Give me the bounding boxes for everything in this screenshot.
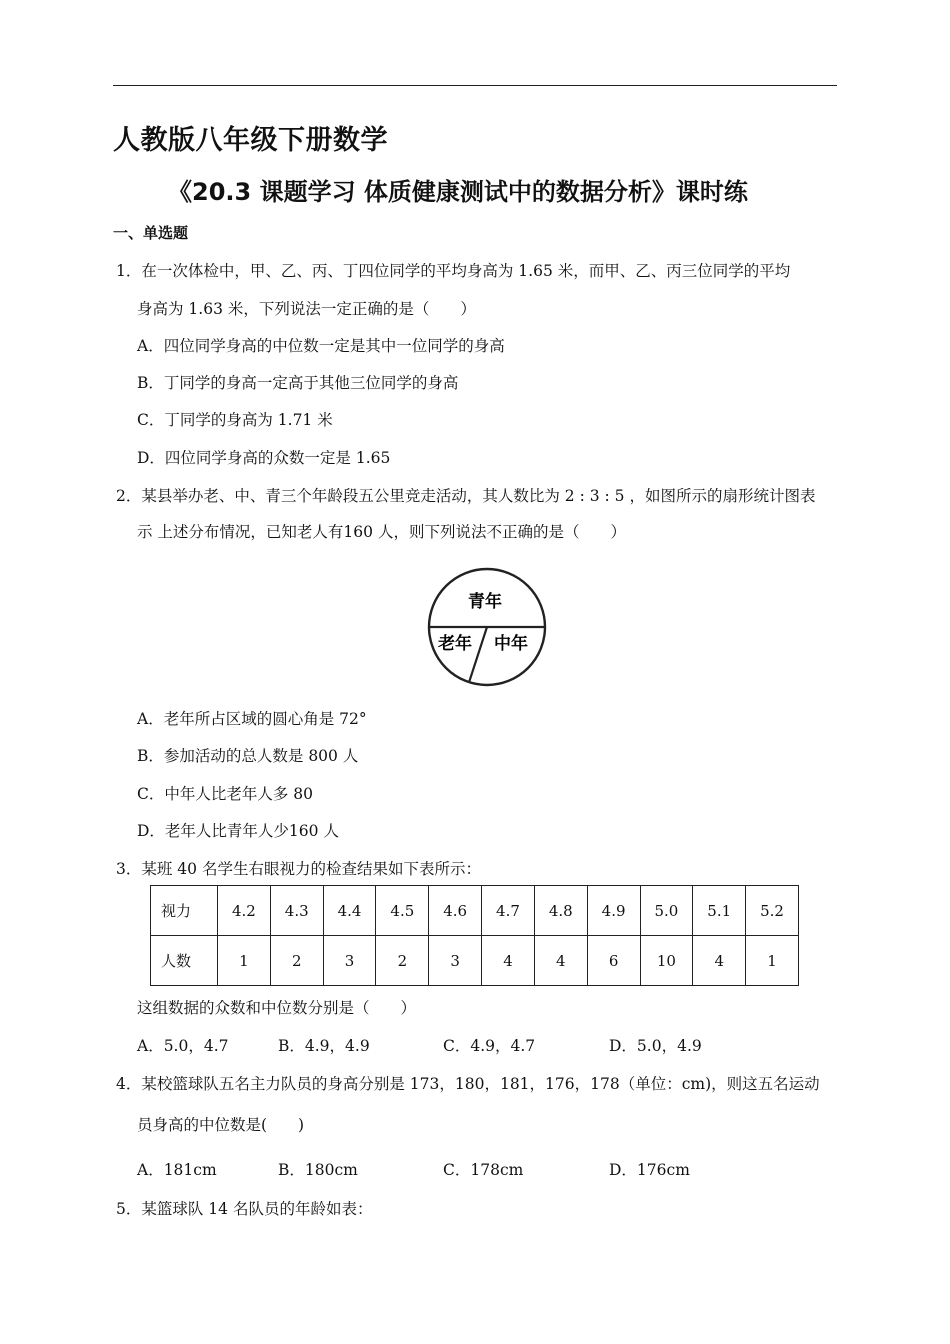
table-cell: 4 [534, 936, 587, 986]
question-4-line-1: 4．某校篮球队五名主力队员的身高分别是 173，180，181，176，178（单位：cm)，则这五名运动 [116, 1075, 820, 1093]
table-cell: 4.8 [534, 886, 587, 936]
table-cell: 4.9 [587, 886, 640, 936]
table-cell: 1 [746, 936, 799, 986]
question-4-option-a: A．181cm [137, 1161, 217, 1179]
table-cell: 4.7 [482, 886, 535, 936]
table-cell: 3 [323, 936, 376, 986]
question-3-line-2: 这组数据的众数和中位数分别是（ ） [137, 999, 417, 1017]
question-4-option-c: C．178cm [443, 1161, 524, 1179]
table-cell: 4.3 [270, 886, 323, 936]
table-cell: 4.2 [218, 886, 271, 936]
question-5-line-1: 5．某篮球队 14 名队员的年龄如表： [116, 1200, 373, 1218]
section-label: 一、单选题 [113, 224, 189, 242]
document-title: 人教版八年级下册数学 [113, 125, 388, 156]
question-3-line-1: 3．某班 40 名学生右眼视力的检查结果如下表所示： [116, 860, 481, 878]
pie-chart [425, 567, 549, 687]
pie-chart-svg [425, 567, 549, 687]
table-cell: 2 [376, 936, 429, 986]
question-2-line-2: 示 上述分布情况，已知老人有160 人，则下列说法不正确的是（ ） [137, 523, 626, 541]
table-cell: 5.2 [746, 886, 799, 936]
question-2-option-d: D．老年人比青年人少160 人 [137, 822, 339, 840]
table-cell: 6 [587, 936, 640, 986]
question-3-option-d: D．5.0，4.9 [609, 1037, 702, 1055]
table-cell: 5.0 [640, 886, 693, 936]
table-cell: 4.6 [429, 886, 482, 936]
question-3-option-a: A．5.0，4.7 [137, 1037, 229, 1055]
question-2-option-b: B．参加活动的总人数是 800 人 [137, 747, 359, 765]
question-3-option-c: C．4.9，4.7 [443, 1037, 536, 1055]
table-cell: 10 [640, 936, 693, 986]
table-cell: 4 [693, 936, 746, 986]
question-2-line-1: 2．某县举办老、中、青三个年龄段五公里竞走活动，其人数比为 2 : 3 : 5 ，如图所示的扇形统计图表 [116, 487, 816, 505]
question-4-line-2: 员身高的中位数是( ) [137, 1116, 305, 1134]
question-3-option-b: B．4.9，4.9 [278, 1037, 370, 1055]
table-cell: 4 [482, 936, 535, 986]
question-1-line-2: 身高为 1.63 米，下列说法一定正确的是（ ） [137, 300, 476, 318]
question-4-option-d: D．176cm [609, 1161, 690, 1179]
question-1-option-b: B．丁同学的身高一定高于其他三位同学的身高 [137, 374, 459, 392]
vision-table [150, 885, 799, 986]
pie-label-youth: 青年 [468, 592, 502, 612]
table-cell: 4.4 [323, 886, 376, 936]
pie-label-elder: 老年 [438, 634, 472, 654]
question-2-option-a: A．老年所占区域的圆心角是 72° [137, 710, 367, 728]
pie-label-middle: 中年 [494, 634, 528, 654]
table-cell: 4.5 [376, 886, 429, 936]
table-cell: 2 [270, 936, 323, 986]
question-1-option-d: D．四位同学身高的众数一定是 1.65 [137, 449, 391, 467]
lesson-title: 《20.3 课题学习 体质健康测试中的数据分析》课时练 [168, 178, 748, 206]
table-row [151, 886, 799, 936]
table-cell: 5.1 [693, 886, 746, 936]
table-cell: 1 [218, 936, 271, 986]
table-row [151, 936, 799, 986]
table-cell: 3 [429, 936, 482, 986]
question-1-option-c: C．丁同学的身高为 1.71 米 [137, 411, 333, 429]
question-4-option-b: B．180cm [278, 1161, 358, 1179]
question-1-line-1: 1．在一次体检中，甲、乙、丙、丁四位同学的平均身高为 1.65 米，而甲、乙、丙三位同学的平均 [116, 262, 791, 280]
question-1-option-a: A．四位同学身高的中位数一定是其中一位同学的身高 [137, 337, 505, 355]
table-header-cell: 视力 [151, 886, 218, 936]
question-2-option-c: C．中年人比老年人多 80 [137, 785, 314, 803]
header-rule [113, 85, 837, 86]
table-header-cell: 人数 [151, 936, 218, 986]
